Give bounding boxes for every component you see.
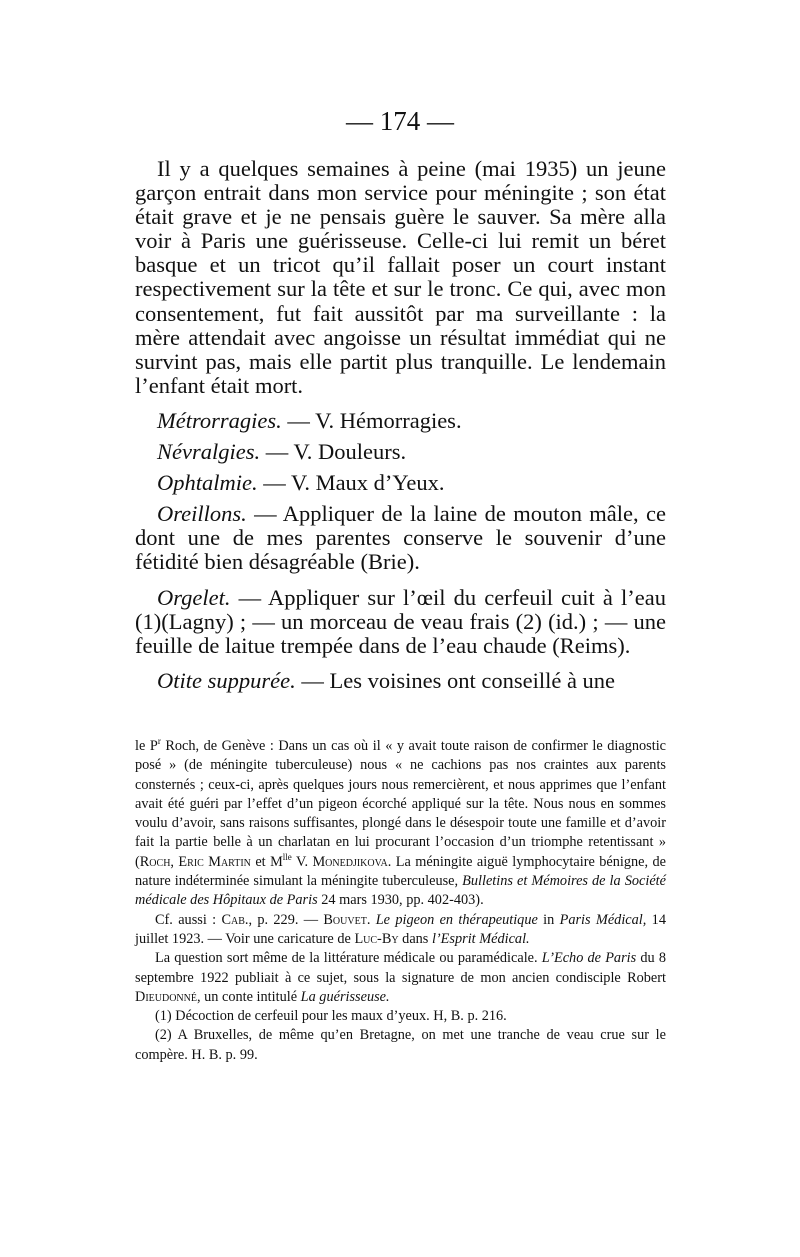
entry-term: Névralgies.: [157, 439, 261, 465]
note-text: in: [537, 911, 560, 928]
note-sup: lle: [282, 852, 292, 863]
note-text: V.: [291, 853, 313, 870]
note-title: Le pigeon en thérapeutique: [375, 911, 538, 928]
entry-nevralgies: [135, 440, 666, 464]
note-author: Dieudonné: [135, 988, 197, 1005]
note-text: . La méningite aiguë lymphocytaire bénigne, de nature indéterminée simulant la méningite tuberculeuse,: [135, 853, 666, 890]
entry-text: — Appliquer sur l’œil du cerfeuil cuit à l’eau (1)(Lagny) ; — un morceau de veau frais (2) (id.) ; — une feuille de laitue trempée dans de l’eau chaude (Reims).: [135, 584, 666, 658]
note-title: Bulletins et Mémoires de la Société médicale des Hôpitaux de Paris: [135, 873, 666, 909]
note-text: le P: [135, 738, 158, 754]
intro-paragraph: Il y a quelques semaines à peine (mai 1935) un jeune garçon entrait dans mon service pour méningite ; son état était grave et je ne pensais guère le sauver. Sa mère alla voir à Paris une guérisseuse. Celle-ci lui remit un béret basque et un tricot qu’il fallait poser un court instant respectivement sur la tête et sur le tronc. Ce qui, avec mon consentement, fut fait aussitôt par ma surveillante : la mère attendait avec angoisse un résultat immédiat qui ne survint pas, mais elle partit plus tranquille. Le lendemain l’enfant était mort.: [135, 156, 666, 398]
note-author: Luc-By: [354, 930, 399, 947]
footnote-1: (1) Décoction de cerfeuil pour les maux d’yeux. H, B. p. 216.: [155, 1008, 507, 1025]
note-text: 14 juillet 1923. — Voir une caricature de: [135, 911, 666, 947]
note-sup: r: [157, 736, 161, 747]
footnotes: [135, 737, 666, 1065]
note-text: Cf. aussi :: [155, 911, 222, 928]
note-title: Paris Médical,: [559, 911, 647, 928]
note-text: , un conte intitulé: [196, 988, 301, 1005]
entry-text: — Les voisines ont conseillé à une: [295, 667, 616, 693]
entry-text: — V. Hémorragies.: [281, 407, 462, 433]
footnote-question: [135, 949, 666, 1007]
note-title: La guérisseuse.: [300, 988, 390, 1005]
entry-metrorragies: [135, 409, 666, 433]
note-author: Monedjikova: [312, 853, 388, 870]
entry-term: Oreillons.: [157, 501, 247, 527]
note-title: L’Echo de Paris: [541, 950, 637, 967]
note-text: La question sort même de la littérature médicale ou paramédicale.: [155, 950, 542, 967]
entry-term: Ophtalmie.: [157, 470, 258, 496]
note-text: .: [366, 911, 376, 928]
note-title: l’Esprit Médical.: [431, 930, 530, 947]
footnote-2: (2) A Bruxelles, de même qu’en Bretagne, on met une tranche de veau crue sur le compère. H. B. p. 99.: [135, 1027, 666, 1063]
entry-otite: [135, 669, 666, 693]
entry-term: Otite suppurée.: [157, 667, 296, 693]
entry-ophtalmie: [135, 471, 666, 495]
entry-term: Orgelet.: [157, 584, 231, 610]
entry-text: — Appliquer de la laine de mouton mâle, ce dont une de mes parentes conserve le souvenir d’une fétidité bien désagréable (Brie).: [135, 501, 666, 575]
entry-orgelet: [135, 586, 666, 658]
note-author: Roch, Eric Martin: [139, 853, 251, 870]
note-text: et M: [250, 853, 283, 870]
entry-oreillons: [135, 502, 666, 574]
page-number: — 174 —: [346, 106, 454, 136]
entry-term: Métrorragies.: [157, 407, 282, 433]
note-text: dans: [398, 930, 432, 947]
entry-text: — V. Douleurs.: [260, 439, 407, 465]
main-text: [135, 157, 666, 693]
note-text: , p. 229. —: [248, 911, 324, 928]
note-text: du 8 septembre 1922 publiait à ce sujet, sous la signature de mon ancien condisciple Robert: [135, 950, 666, 986]
footnote-roch: [135, 737, 666, 911]
note-author: Bouvet: [323, 911, 367, 928]
note-text: Roch, de Genève : Dans un cas où il « y avait toute raison de confirmer le diagnostic posé » (de méningite tuberculeuse) nous « ne cachions pas nos craintes aux parents consternés ; ceux-ci, après quelques jours nous remercièrent, et nous apprimes que l’enfant avait été guéri par l’effet d’un pigeon écorché appliqué sur la tête. Nous nous en sommes voulu d’avoir, sans raisons suffisantes, plongé dans le désespoir toute une famille et d’avoir fait la partie belle à un charlatan en lui procurant l’occasion d’un triomphe retentissant » (: [135, 738, 667, 870]
footnote-cf: [135, 911, 666, 950]
note-author: Cab.: [221, 911, 249, 928]
note-text: 24 mars 1930, pp. 402-403).: [317, 892, 484, 909]
entry-text: — V. Maux d’Yeux.: [257, 470, 445, 496]
